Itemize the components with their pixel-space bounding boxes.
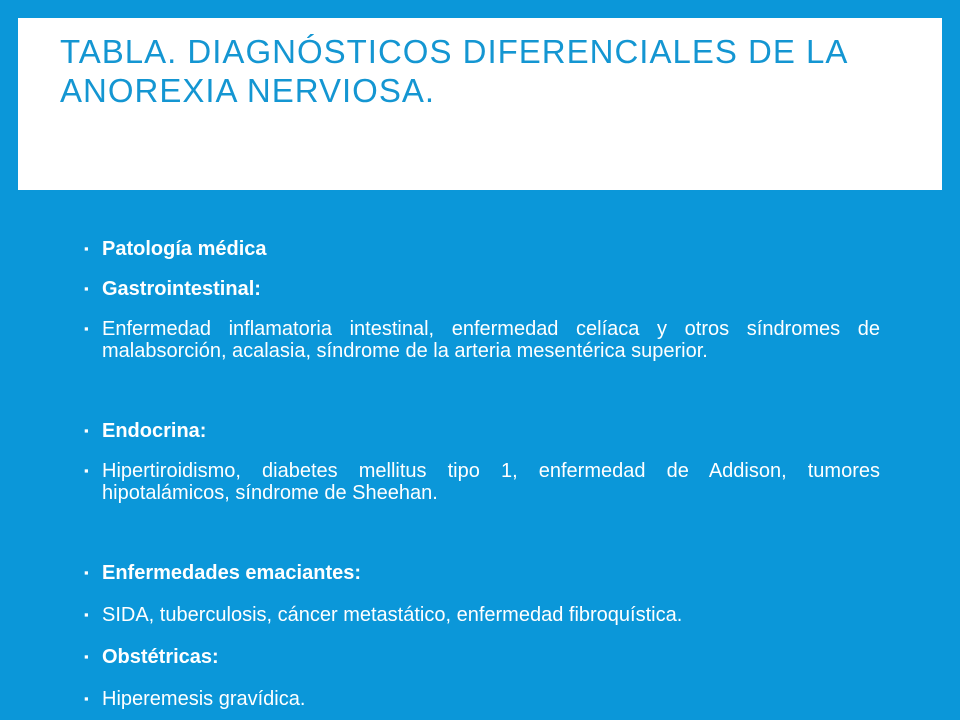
bullet-icon: ▪ [84, 423, 89, 438]
list-item-obstetricas-heading [84, 646, 880, 668]
list-item-gastrointestinal-heading [84, 278, 880, 300]
bullet-icon: ▪ [84, 691, 89, 706]
item-text: Patología médica [102, 238, 267, 260]
list-item-emaciantes-details [84, 604, 880, 626]
item-text: Enfermedad inflamatoria intestinal, enfermedad celíaca y otros síndromes de malabsorción, acalasia, síndrome de la arteria mesentérica superior. [102, 318, 880, 362]
item-text: Gastrointestinal: [102, 278, 261, 300]
bullet-icon: ▪ [84, 463, 89, 478]
list-item-emaciantes-heading [84, 562, 880, 584]
bullet-icon: ▪ [84, 565, 89, 580]
item-text: Endocrina: [102, 420, 207, 442]
bullet-list [84, 238, 880, 710]
list-item-obstetricas-details [84, 688, 880, 710]
bullet-icon: ▪ [84, 649, 89, 664]
list-item-endocrina-details [84, 460, 880, 504]
item-text: Obstétricas: [102, 646, 219, 668]
bullet-icon: ▪ [84, 241, 89, 256]
list-item-endocrina-heading [84, 420, 880, 442]
slide-title: TABLA. DIAGNÓSTICOS DIFERENCIALES DE LA ANOREXIA NERVIOSA. [60, 33, 847, 109]
item-text: Enfermedades emaciantes: [102, 562, 362, 584]
bullet-icon: ▪ [84, 281, 89, 296]
item-text: SIDA, tuberculosis, cáncer metastático, enfermedad fibroquística. [102, 604, 683, 626]
content-area [0, 190, 960, 720]
bullet-icon: ▪ [84, 607, 89, 622]
list-item-gastrointestinal-details [84, 318, 880, 362]
item-text: Hipertiroidismo, diabetes mellitus tipo 1, enfermedad de Addison, tumores hipotalámicos, síndrome de Sheehan. [102, 460, 880, 504]
item-text: Hiperemesis gravídica. [102, 688, 306, 710]
title-area [18, 18, 942, 190]
bullet-icon: ▪ [84, 321, 89, 336]
list-item-patologia-medica [84, 238, 880, 260]
